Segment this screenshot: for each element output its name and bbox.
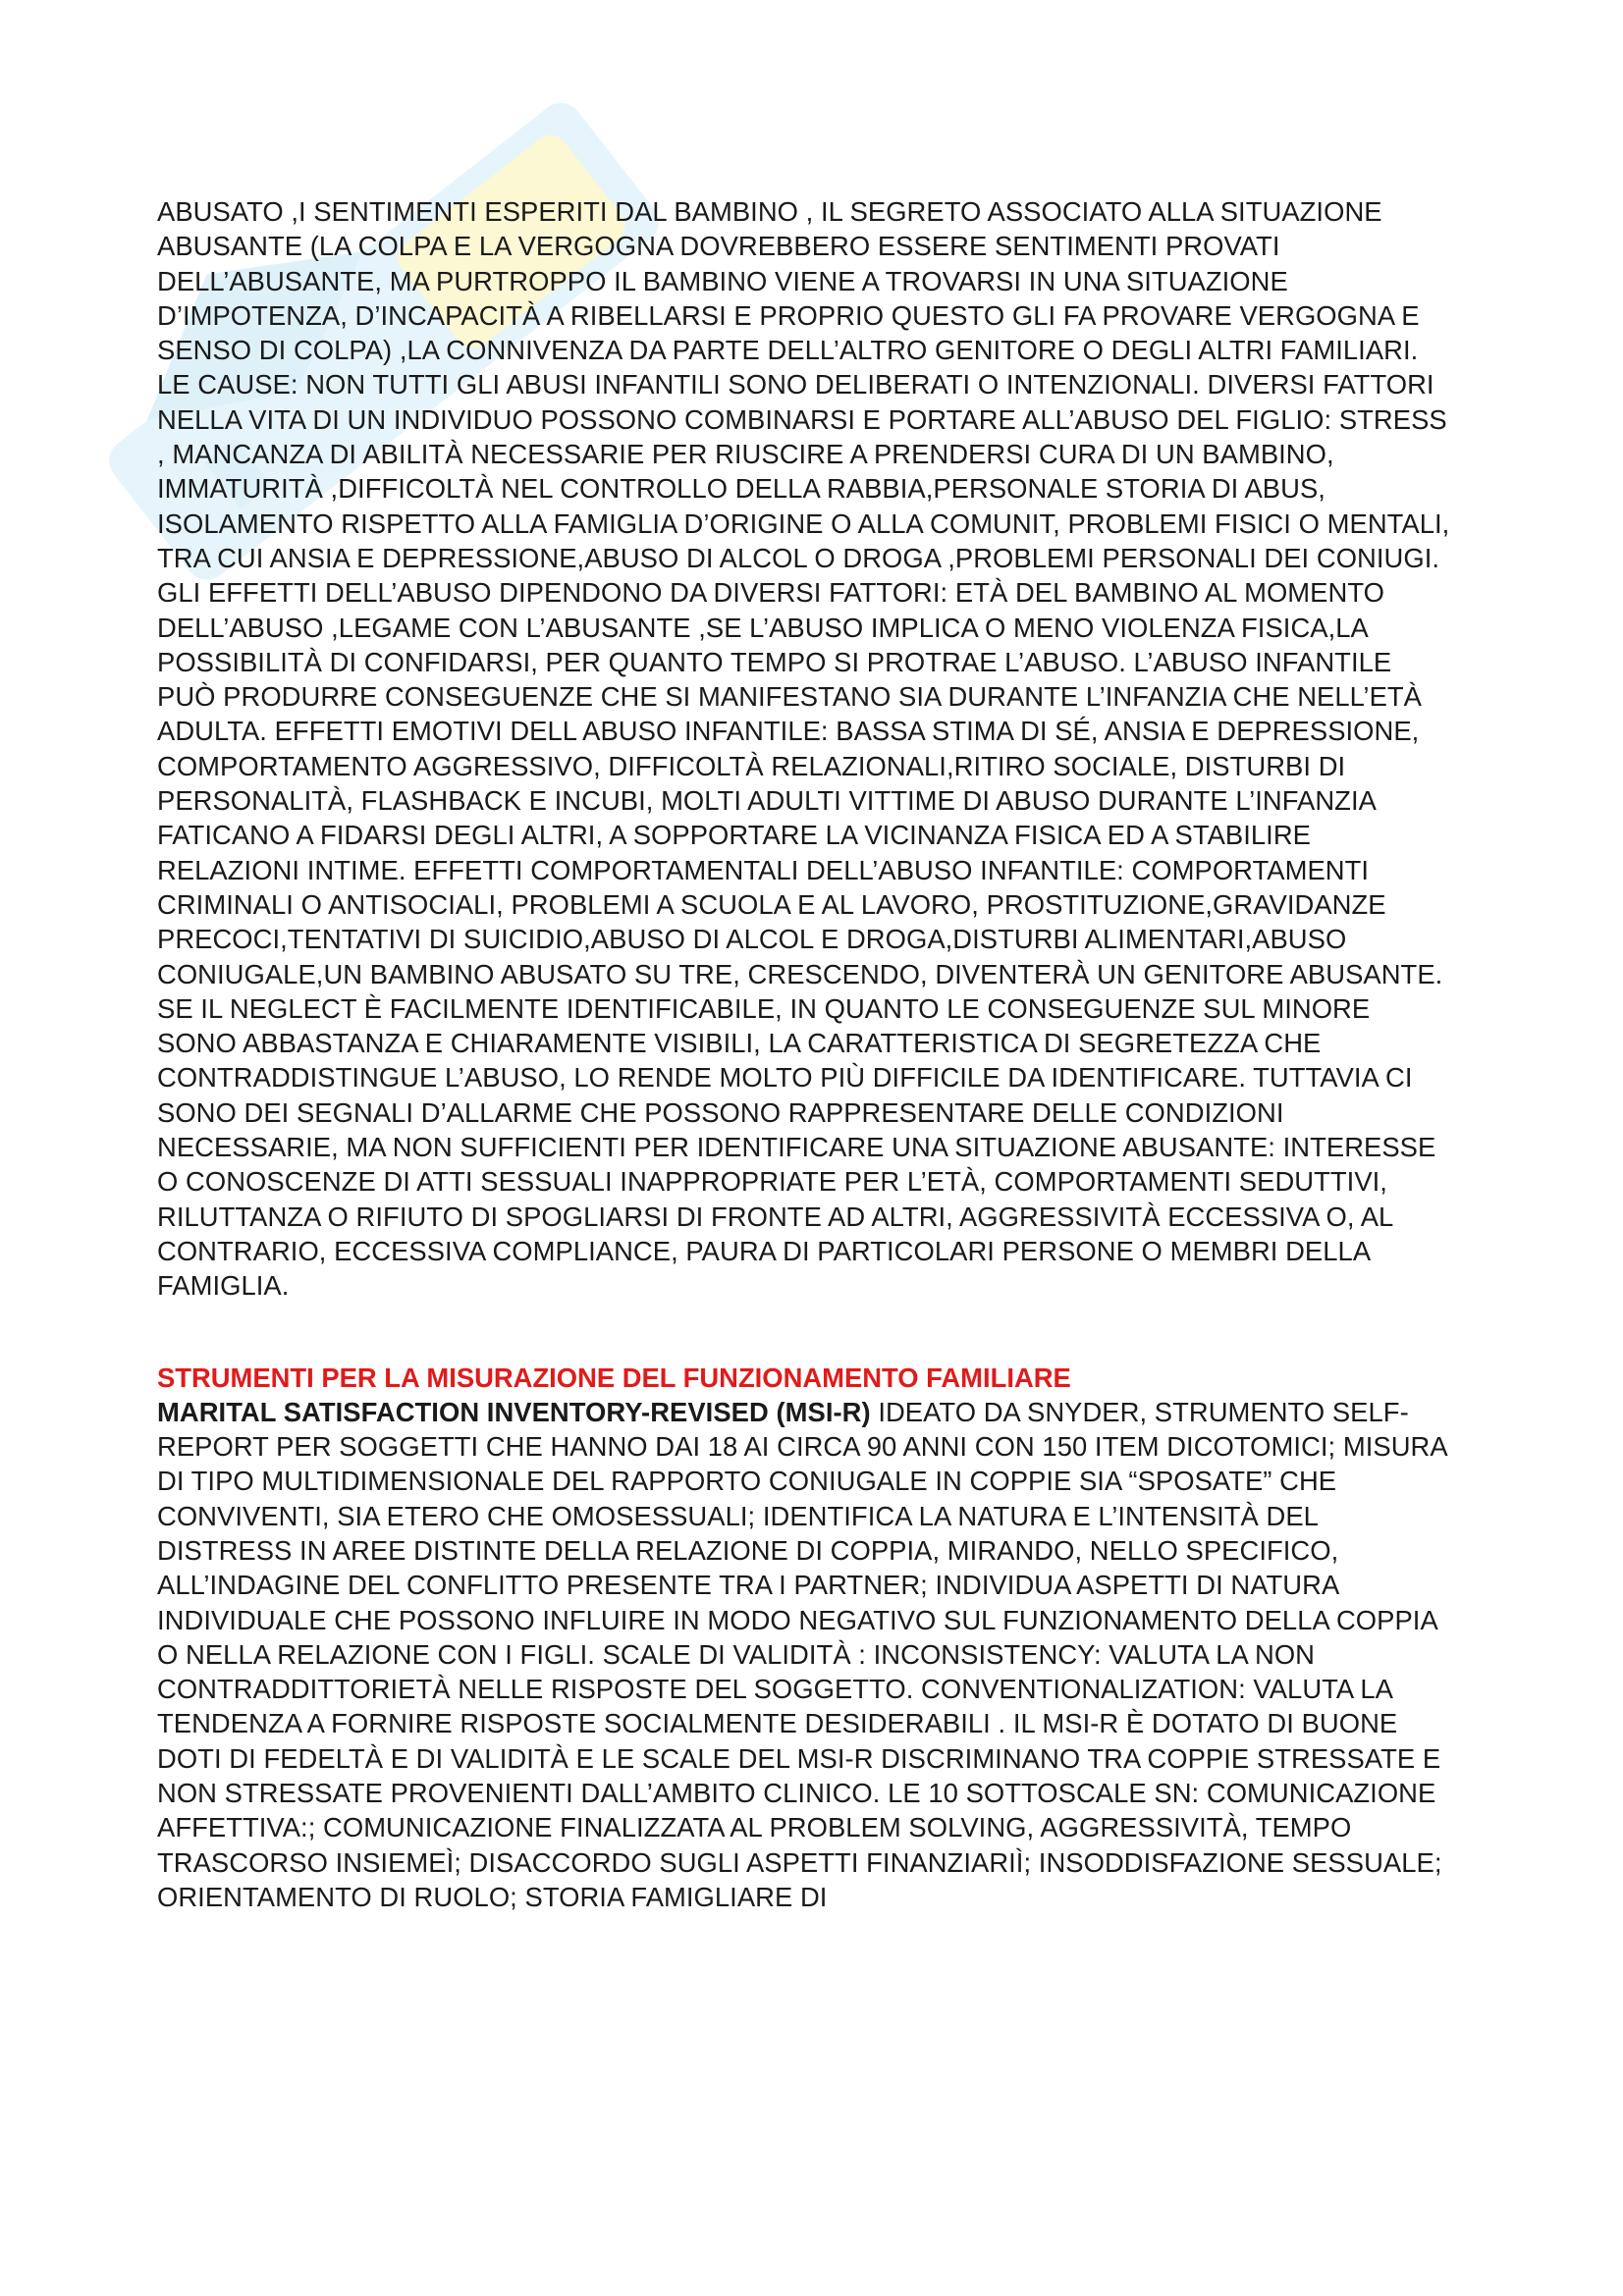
msi-r-title: MARITAL SATISFACTION INVENTORY-REVISED (MSI-R) (157, 1396, 871, 1427)
body-paragraph-abuse: ABUSATO ,I SENTIMENTI ESPERITI DAL BAMBINO , IL SEGRETO ASSOCIATO ALLA SITUAZIONE ABUSANTE (LA COLPA E LA VERGOGNA DOVREBBERO ESSERE SENTIMENTI PROVATI DELL’ABUSANTE, MA PURTROPPO IL BAMBINO VIENE A TROVARSI IN UNA SITUAZIONE D’IMPOTENZA, D’INCAPACITÀ A RIBELLARSI E PROPRIO QUESTO GLI FA PROVARE VERGOGNA E SENSO DI COLPA) ,LA CONNIVENZA DA PARTE DELL’ALTRO GENITORE O DEGLI ALTRI FAMILIARI. LE CAUSE: NON TUTTI GLI ABUSI INFANTILI SONO DELIBERATI O INTENZIONALI. DIVERSI FATTORI NELLA VITA DI UN INDIVIDUO POSSONO COMBINARSI E PORTARE ALL’ABUSO DEL FIGLIO: STRESS , MANCANZA DI ABILITÀ NECESSARIE PER RIUSCIRE A PRENDERSI CURA DI UN BAMBINO, IMMATURITÀ ,DIFFICOLTÀ NEL CONTROLLO DELLA RABBIA,PERSONALE STORIA DI ABUS, ISOLAMENTO RISPETTO ALLA FAMIGLIA D’ORIGINE O ALLA COMUNIT, PROBLEMI FISICI O MENTALI, TRA CUI ANSIA E DEPRESSIONE,ABUSO DI ALCOL O DROGA ,PROBLEMI PERSONALI DEI CONIUGI. GLI EFFETTI DELL’ABUSO DIPENDONO DA DIVERSI FATTORI: ETÀ DEL BAMBINO AL MOMENTO DELL’ABUSO ,LEGAME CON L’ABUSANTE ,SE L’ABUSO IMPLICA O MENO VIOLENZA FISICA,LA POSSIBILITÀ DI CONFIDARSI, PER QUANTO TEMPO SI PROTRAE L’ABUSO. L’ABUSO INFANTILE PUÒ PRODURRE CONSEGUENZE CHE SI MANIFESTANO SIA DURANTE L’INFANZIA CHE NELL’ETÀ ADULTA. EFFETTI EMOTIVI DELL ABUSO INFANTILE: BASSA STIMA DI SÉ, ANSIA E DEPRESSIONE, COMPORTAMENTO AGGRESSIVO, DIFFICOLTÀ RELAZIONALI,RITIRO SOCIALE, DISTURBI DI PERSONALITÀ, FLASHBACK E INCUBI, MOLTI ADULTI VITTIME DI ABUSO DURANTE L’INFANZIA FATICANO A FIDARSI DEGLI ALTRI, A SOPPORTARE LA VICINANZA FISICA ED A STABILIRE RELAZIONI INTIME. EFFETTI COMPORTAMENTALI DELL’ABUSO INFANTILE: COMPORTAMENTI CRIMINALI O ANTISOCIALI, PROBLEMI A SCUOLA E AL LAVORO, PROSTITUZIONE,GRAVIDANZE PRECOCI,TENTATIVI DI SUICIDIO,ABUSO DI ALCOL E DROGA,DISTURBI ALIMENTARI,ABUSO CONIUGALE,UN BAMBINO ABUSATO SU TRE, CRESCENDO, DIVENTERÀ UN GENITORE ABUSANTE. SE IL NEGLECT È FACILMENTE IDENTIFICABILE, IN QUANTO LE CONSEGUENZE SUL MINORE SONO ABBASTANZA E CHIARAMENTE VISIBILI, LA CARATTERISTICA DI SEGRETEZZA CHE CONTRADDISTINGUE L’ABUSO, LO RENDE MOLTO PIÙ DIFFICILE DA IDENTIFICARE. TUTTAVIA CI SONO DEI SEGNALI D’ALLARME CHE POSSONO RAPPRESENTARE DELLE CONDIZIONI NECESSARIE, MA NON SUFFICIENTI PER IDENTIFICARE UNA SITUAZIONE ABUSANTE: INTERESSE O CONOSCENZE DI ATTI SESSUALI INAPPROPRIATE PER L’ETÀ, COMPORTAMENTI SEDUTTIVI, RILUTTANZA O RIFIUTO DI SPOGLIARSI DI FRONTE AD ALTRI, AGGRESSIVITÀ ECCESSIVA O, AL CONTRARIO, ECCESSIVA COMPLIANCE, PAURA DI PARTICOLARI PERSONE O MEMBRI DELLA FAMIGLIA. (157, 196, 1450, 1302)
msi-r-description: IDEATO DA SNYDER, STRUMENTO SELF-REPORT PER SOGGETTI CHE HANNO DAI 18 AI CIRCA 90 ANNI CON 150 ITEM DICOTOMICI; MISURA DI TIPO MULTIDIMENSIONALE DEL RAPPORTO CONIUGALE IN COPPIE SIA “SPOSATE” CHE CONVIVENTI, SIA ETERO CHE OMOSESSUALI; IDENTIFICA LA NATURA E L’INTENSITÀ DEL DISTRESS IN AREE DISTINTE DELLA RELAZIONE DI COPPIA, MIRANDO, NELLO SPECIFICO, ALL’INDAGINE DEL CONFLITTO PRESENTE TRA I PARTNER; INDIVIDUA ASPETTI DI NATURA INDIVIDUALE CHE POSSONO INFLUIRE IN MODO NEGATIVO SUL FUNZIONAMENTO DELLA COPPIA O NELLA RELAZIONE CON I FIGLI. SCALE DI VALIDITÀ : INCONSISTENCY: VALUTA LA NON CONTRADDITTORIETÀ NELLE RISPOSTE DEL SOGGETTO. CONVENTIONALIZATION: VALUTA LA TENDENZA A FORNIRE RISPOSTE SOCIALMENTE DESIDERABILI . IL MSI-R È DOTATO DI BUONE DOTI DI FEDELTÀ E DI VALIDITÀ E LE SCALE DEL MSI-R DISCRIMINANO TRA COPPIE STRESSATE E NON STRESSATE PROVENIENTI DALL’AMBITO CLINICO. LE 10 SOTTOSCALE SN: COMUNICAZIONE AFFETTIVA:; COMUNICAZIONE FINALIZZATA AL PROBLEM SOLVING, AGGRESSIVITÀ, TEMPO TRASCORSO INSIEMEÌ; DISACCORDO SUGLI ASPETTI FINANZIARIÌ; INSODDISFAZIONE SESSUALE; ORIENTAMENTO DI RUOLO; STORIA FAMIGLIARE DI (157, 1396, 1447, 1912)
body-paragraph-msi-r (157, 1395, 1453, 1914)
section-spacer (157, 1304, 1453, 1361)
document-body (157, 194, 1453, 1914)
section-heading-family-functioning: STRUMENTI PER LA MISURAZIONE DEL FUNZIONAMENTO FAMILIARE (157, 1362, 1071, 1393)
